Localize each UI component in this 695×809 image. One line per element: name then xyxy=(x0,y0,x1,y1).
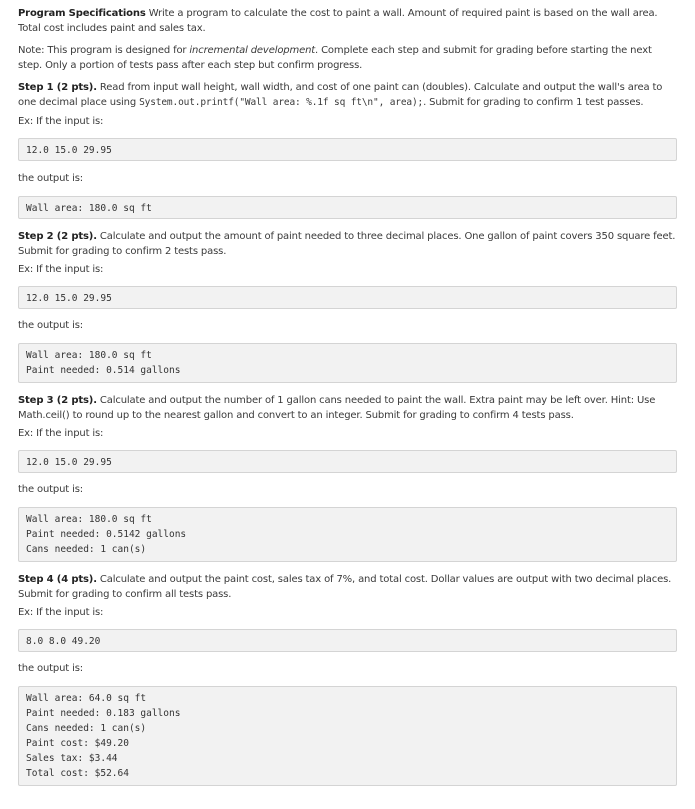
step1-output-line: Wall area: 180.0 sq ft xyxy=(26,203,152,214)
step1-input-line: 12.0 15.0 29.95 xyxy=(26,145,112,156)
note-paragraph xyxy=(18,43,677,73)
step3-input-line: 12.0 15.0 29.95 xyxy=(26,457,112,468)
step4-paragraph xyxy=(18,572,677,602)
step4-output-box xyxy=(18,686,677,786)
step4-example-label: Ex: If the input is: xyxy=(18,607,104,618)
step3-output-line: Cans needed: 1 can(s) xyxy=(26,544,147,555)
step4-input-box xyxy=(18,629,677,652)
step1-output-box xyxy=(18,196,677,219)
note-text-post: . Complete each step and submit for grading before starting the next step. Only a portion of tests pass after each step but confirm progress. xyxy=(18,45,652,71)
step3-input-box xyxy=(18,450,677,473)
step4-output-line: Cans needed: 1 can(s) xyxy=(26,723,147,734)
spec-paragraph xyxy=(18,6,677,36)
step3-output-label: the output is: xyxy=(18,484,84,495)
note-text-pre: Note: This program is designed for xyxy=(18,45,190,56)
step1-input-box xyxy=(18,138,677,161)
step3-example-label: Ex: If the input is: xyxy=(18,428,104,439)
step2-output-box xyxy=(18,343,677,383)
step4-heading: Step 4 (4 pts). xyxy=(18,574,97,585)
step4-output-line: Paint cost: $49.20 xyxy=(26,738,129,749)
step3-output-box xyxy=(18,507,677,562)
step3-output-line: Paint needed: 0.5142 gallons xyxy=(26,529,187,540)
step2-output-line: Wall area: 180.0 sq ft xyxy=(26,350,152,361)
step4-output-line: Sales tax: $3.44 xyxy=(26,753,118,764)
step3-output-line: Wall area: 180.0 sq ft xyxy=(26,514,152,525)
spec-text: Write a program to calculate the cost to paint a wall. Amount of required paint is based on the wall area. Total cost includes paint and sales tax. xyxy=(18,8,658,34)
step4-input-line: 8.0 8.0 49.20 xyxy=(26,636,101,647)
step4-output-label: the output is: xyxy=(18,663,84,674)
step2-input-line: 12.0 15.0 29.95 xyxy=(26,293,112,304)
step1-heading: Step 1 (2 pts). xyxy=(18,82,97,93)
step1-text-a: Read from input wall height, wall width, and cost of one paint can (doubles). Calculate and output the wall's area to one decimal place using xyxy=(18,82,663,108)
step4-text: Calculate and output the paint cost, sales tax of 7%, and total cost. Dollar values are output with two decimal places. Submit for grading to confirm all tests pass. xyxy=(18,574,672,600)
step3-heading: Step 3 (2 pts). xyxy=(18,395,97,406)
step1-paragraph xyxy=(18,80,677,110)
spec-heading: Program Specifications xyxy=(18,8,146,19)
step2-input-box xyxy=(18,286,677,309)
step2-example-label: Ex: If the input is: xyxy=(18,264,104,275)
step2-heading: Step 2 (2 pts). xyxy=(18,231,97,242)
step3-paragraph xyxy=(18,393,677,423)
step4-output-line: Total cost: $52.64 xyxy=(26,768,129,779)
step2-paragraph xyxy=(18,229,677,259)
step3-text: Calculate and output the number of 1 gallon cans needed to paint the wall. Extra paint may be left over. Hint: Use Math.ceil() to round up to the nearest gallon and convert to an integer. Submit for grading to confirm 4 tests pass. xyxy=(18,395,656,421)
step1-code: System.out.printf("Wall area: %.1f sq ft\n", area); xyxy=(139,97,424,108)
step2-output-label: the output is: xyxy=(18,320,84,331)
step2-text: Calculate and output the amount of paint needed to three decimal places. One gallon of paint covers 350 square feet. Submit for grading to confirm 2 tests pass. xyxy=(18,231,676,257)
step1-output-label: the output is: xyxy=(18,173,84,184)
note-emphasis: incremental development xyxy=(189,45,316,56)
step1-example-label: Ex: If the input is: xyxy=(18,116,104,127)
step4-output-line: Paint needed: 0.183 gallons xyxy=(26,708,181,719)
step1-text-b: . Submit for grading to confirm 1 test passes. xyxy=(423,97,644,108)
step4-output-line: Wall area: 64.0 sq ft xyxy=(26,693,147,704)
step2-output-line: Paint needed: 0.514 gallons xyxy=(26,365,181,376)
